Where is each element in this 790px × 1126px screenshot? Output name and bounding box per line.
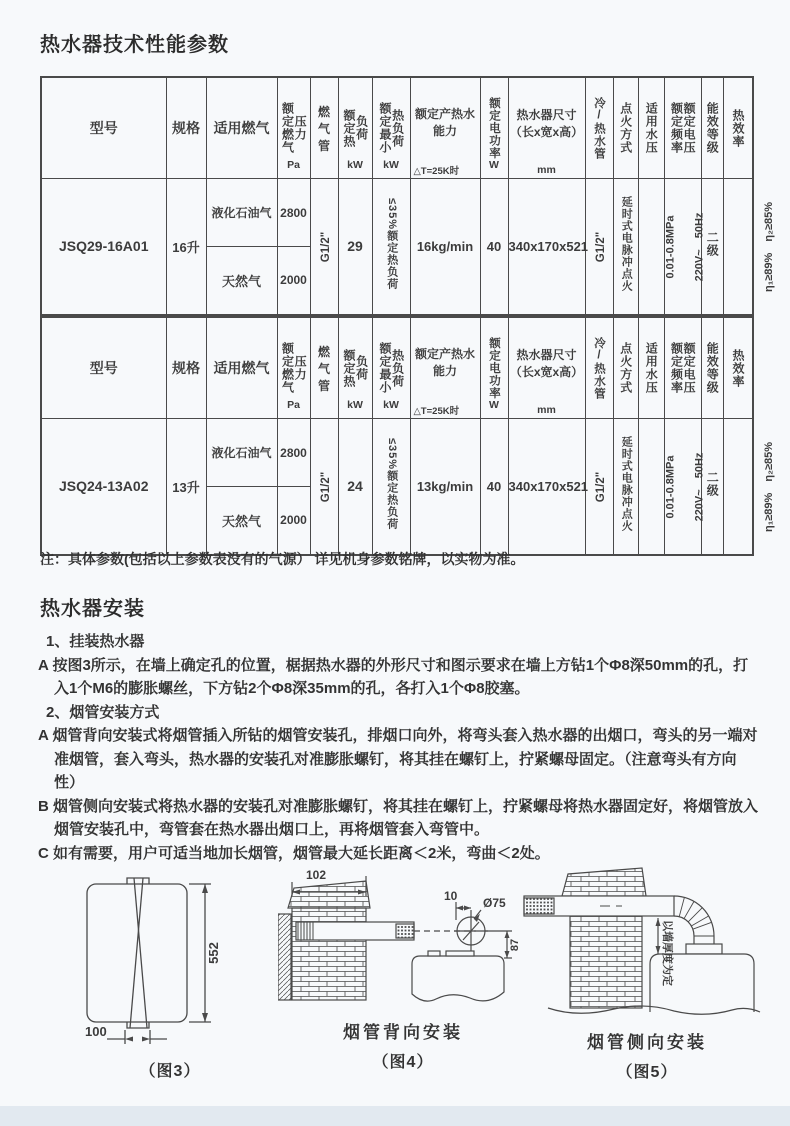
cell-spec: 13升 [166,419,206,555]
header-rated-load: 额定热 负荷 kW [338,317,372,419]
cell-gas-pipe: G1/2" [310,179,338,315]
cell-rated-load: 29 [338,179,372,315]
cell-water-pressure: 0.01-0.8MPa [638,419,664,555]
cell-ignition: 延时式电脉冲点火 [613,419,638,555]
cell-water-pressure: 0.01-0.8MPa [638,179,664,315]
header-size: 热水器尺寸（长x宽x高） mm [508,317,585,419]
rear-flue-drawing [278,866,528,1014]
cell-model: JSQ24-13A02 [41,419,166,555]
cell-rated-load: 24 [338,419,372,555]
header-power: 额定电功率 W [480,77,508,179]
wall-hatch [278,914,291,1000]
brick-wall [570,916,642,1008]
header-coldhot-pipe: 冷/热水管 [585,77,613,179]
cell-model: JSQ29-16A01 [41,179,166,315]
instruction-step2-a: A 烟管背向安装式将烟管插入所钻的烟管安装孔，排烟口向外，将弯头套入热水器的出烟口，弯头的另一端对准烟管，套入弯头，热水器的安装孔对准膨胀螺钉，将其挂在螺钉上，拧紧螺母固定。（注意弯头有方向性） [38,727,758,791]
cell-gas2-pressure: 2000 [277,247,310,315]
dimension-wall-note: 以墙厚度为定 [661,920,673,986]
dimension-height-label: 87 [509,938,521,952]
cell-size: 340x170x521 [508,179,585,315]
dimension-height-label: 552 [206,942,221,964]
cell-efficiency: η₁≥89% η₂≥85% [723,179,753,315]
cell-gas2: 天然气 [206,487,277,555]
header-gas-pressure: 额定燃气 压力 Pa [277,317,310,419]
header-energy-grade: 能效等级 [701,77,723,179]
cell-capacity: 13kg/min [410,419,480,555]
header-spec: 规格 [166,317,206,419]
header-water-pressure: 适用水压 [638,77,664,179]
cell-power: 40 [480,419,508,555]
header-spec: 规格 [166,77,206,179]
header-efficiency: 热效率 [723,317,753,419]
header-capacity: 额定产热水能力 △T=25K时 [410,77,480,179]
cell-coldhot-pipe: G1/2" [585,419,613,555]
cell-ignition: 延时式电脉冲点火 [613,179,638,315]
header-model: 型号 [41,317,166,419]
instruction-step1-a: A 按图3所示，在墙上确定孔的位置，椐据热水器的外形尺寸和图示要求在墙上方钻1个Φ8深50mm的孔，打入1个M6的膨胀螺丝，下方钻2个Φ8深35mm的孔，各打入1个Φ8胶塞。 [38,656,749,697]
spec-table-1 [40,76,775,316]
cell-min-load: ≤35%额定热负荷 [372,419,410,555]
table-header-row [41,317,753,419]
table-row [41,419,753,487]
flue-pipe-tip [524,898,554,914]
cell-gas1: 液化石油气 [206,179,277,247]
header-volt-freq: 额定频率 额定电压 [664,317,701,419]
install-instructions [38,630,758,865]
dimension-wall-label: 102 [306,868,327,882]
cell-gas2: 天然气 [206,247,277,315]
cell-energy-grade: 二级 [701,179,723,315]
header-gas: 适用燃气 [206,317,277,419]
header-gas: 适用燃气 [206,77,277,179]
header-capacity: 额定产热水能力 △T=25K时 [410,317,480,419]
figure-4 [278,866,528,1072]
cell-min-load: ≤35%额定热负荷 [372,179,410,315]
header-ignition: 点火方式 [613,317,638,419]
header-energy-grade: 能效等级 [701,317,723,419]
instruction-step2-b: B 烟管侧向安装式将热水器的安装孔对准膨胀螺钉，将其挂在螺钉上，拧紧螺母将热水器固定好，将烟管放入烟管安装孔中，弯管套在热水器出烟口上，再将烟管套入弯管中。 [38,797,759,838]
figure-5 [522,866,772,1082]
figure3-caption: （图3） [139,1063,201,1080]
cell-coldhot-pipe: G1/2" [585,179,613,315]
top-mount-tab [127,878,149,884]
spec-note: 注：具体参数(包括以上参数表没有的气源） 详见机身参数铭牌，以实物为准。 [40,551,525,567]
header-gas-pipe: 燃气管 [310,77,338,179]
header-min-load: 额定最小 热负荷 kW [372,77,410,179]
cell-gas1-pressure: 2800 [277,419,310,487]
header-ignition: 点火方式 [613,77,638,179]
cell-power: 40 [480,179,508,315]
header-volt-freq: 额定频率 额定电压 [664,77,701,179]
flue-collar [686,944,722,954]
header-gas-pressure: 额定燃气 压力 Pa [277,77,310,179]
header-min-load: 额定最小 热负荷 kW [372,317,410,419]
dimension-diameter-label: Ø75 [483,896,506,910]
header-gas-pipe: 燃气管 [310,317,338,419]
cell-gas-pipe: G1/2" [310,419,338,555]
cell-size: 340x170x521 [508,419,585,555]
heater-outline [412,956,504,1001]
header-coldhot-pipe: 冷/热水管 [585,317,613,419]
table-header-row [41,77,753,179]
flue-pipe-tip [396,924,414,938]
instruction-step2-c: C 如有需要，用户可适当地加长烟管，烟管最大延长距离＜2米，弯曲＜2处。 [38,844,550,862]
instruction-step1-title: 1、挂装热水器 [46,633,145,650]
dimension-width-label: 100 [85,1024,107,1039]
header-rated-load: 额定热 负荷 kW [338,77,372,179]
figure5-title: 烟管侧向安装 [587,1033,707,1052]
figure5-caption: （图5） [616,1064,678,1081]
page-title-install: 热水器安装 [40,598,145,620]
wall-cap [562,868,646,896]
header-size: 热水器尺寸（长x宽x高） mm [508,77,585,179]
spec-table-2 [40,316,775,556]
wall-cap [288,881,370,908]
cell-spec: 16升 [166,179,206,315]
cell-gas2-pressure: 2000 [277,487,310,555]
figure-3 [55,872,285,1081]
page-title-specs: 热水器技术性能参数 [40,34,229,56]
header-power: 额定电功率 W [480,317,508,419]
cell-gas1: 液化石油气 [206,419,277,487]
side-flue-drawing [522,866,772,1024]
cell-volt-freq: 220V~ 50Hz [664,179,701,315]
table-row [41,179,753,247]
cell-energy-grade: 二级 [701,419,723,555]
cell-capacity: 16kg/min [410,179,480,315]
heater-mounting-drawing [55,872,285,1044]
cell-volt-freq: 220V~ 50Hz [664,419,701,555]
cell-gas1-pressure: 2800 [277,179,310,247]
dimension-offset-label: 10 [444,889,458,903]
header-water-pressure: 适用水压 [638,317,664,419]
header-efficiency: 热效率 [723,77,753,179]
footer-band [0,1106,790,1126]
instruction-step2-title: 2、烟管安装方式 [46,703,160,721]
figure4-caption: （图4） [372,1054,434,1071]
cell-efficiency: η₁≥89% η₂≥85% [723,419,753,555]
figure4-title: 烟管背向安装 [343,1023,463,1042]
header-model: 型号 [41,77,166,179]
